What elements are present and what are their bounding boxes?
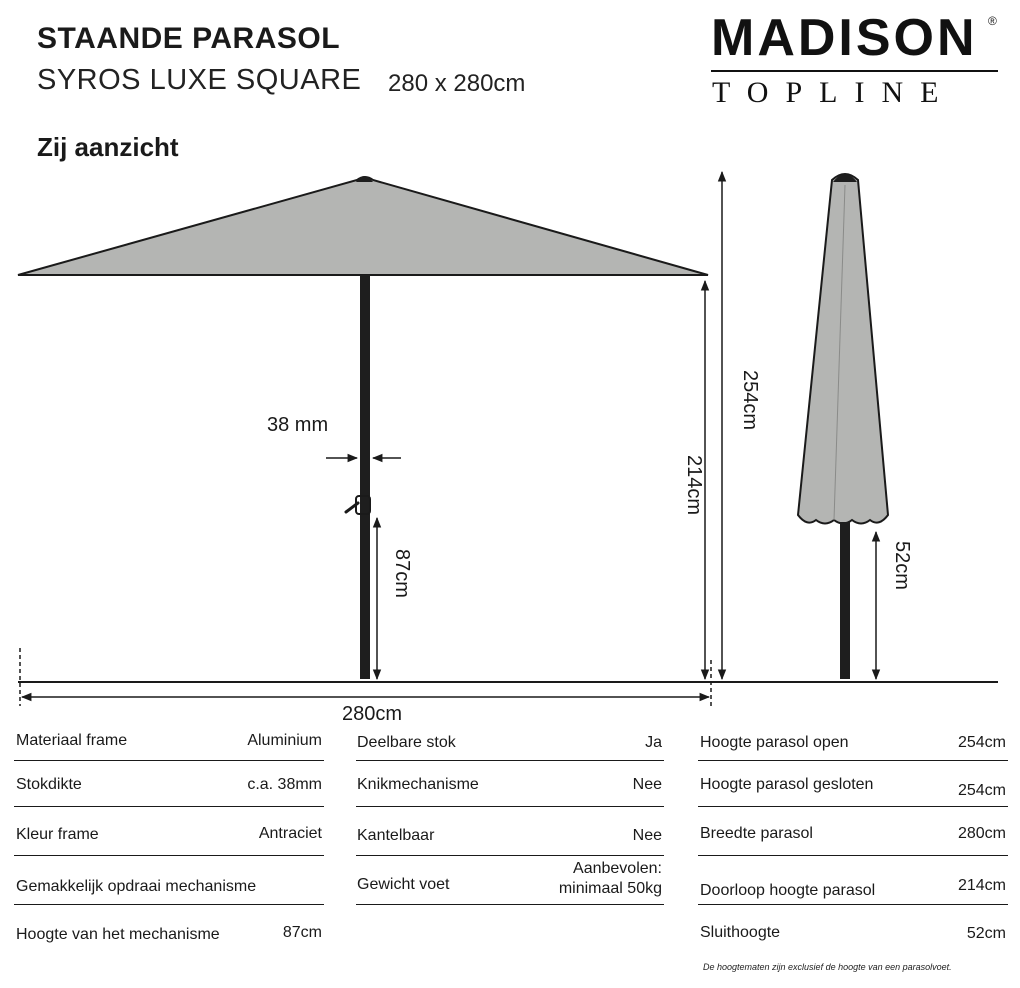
spec-divider bbox=[698, 904, 1008, 905]
spec-table-dimensions bbox=[698, 722, 1008, 952]
spec-label: Hoogte van het mechanisme bbox=[16, 926, 220, 943]
total-height-label: 254cm bbox=[739, 370, 761, 431]
view-label: Zij aanzicht bbox=[37, 132, 179, 162]
spec-label: Knikmechanisme bbox=[357, 776, 479, 793]
product-title: STAANDE PARASOL bbox=[37, 22, 341, 55]
spec-label: Deelbare stok bbox=[357, 734, 456, 751]
closed-canopy bbox=[798, 174, 888, 524]
spec-value: 87cm bbox=[282, 924, 322, 941]
spec-divider bbox=[14, 904, 324, 905]
spec-divider bbox=[356, 806, 664, 807]
spec-value: Aanbevolen: bbox=[573, 860, 662, 877]
product-subtitle: SYROS LUXE SQUARE bbox=[37, 64, 362, 96]
closed-height-label: 52cm bbox=[891, 541, 913, 590]
spec-label: Kantelbaar bbox=[357, 827, 435, 844]
spec-value: 254cm bbox=[957, 782, 1006, 799]
pole-diameter-label: 38 mm bbox=[267, 414, 329, 436]
clearance-height-label: 214cm bbox=[683, 455, 705, 516]
spec-divider bbox=[14, 760, 324, 761]
closed-pole bbox=[840, 522, 850, 679]
spec-label: Kleur frame bbox=[16, 826, 99, 843]
open-canopy bbox=[18, 177, 708, 275]
closed-finial bbox=[833, 174, 857, 182]
spec-value: Ja bbox=[645, 734, 662, 751]
spec-divider bbox=[356, 855, 664, 856]
spec-value: c.a. 38mm bbox=[247, 776, 322, 793]
spec-table-frame bbox=[14, 722, 324, 952]
spec-label: Materiaal frame bbox=[16, 732, 128, 749]
spec-value: 214cm bbox=[957, 877, 1006, 894]
spec-label: Sluithoogte bbox=[700, 924, 781, 941]
spec-divider bbox=[356, 904, 664, 905]
brand-tagline: TOPLINE bbox=[712, 76, 956, 109]
spec-divider bbox=[356, 760, 664, 761]
spec-value: Antraciet bbox=[258, 825, 322, 842]
spec-divider bbox=[698, 760, 1008, 761]
open-pole bbox=[360, 275, 370, 679]
spec-value: minimaal 50kg bbox=[558, 880, 662, 897]
brand-logo: MADISON bbox=[711, 9, 978, 67]
spec-label: Hoogte parasol open bbox=[700, 734, 849, 751]
spec-label: Doorloop hoogte parasol bbox=[700, 882, 876, 899]
spec-divider bbox=[14, 806, 324, 807]
spec-value: 254cm bbox=[957, 734, 1006, 751]
spec-value: Aluminium bbox=[247, 732, 322, 749]
spec-value: Nee bbox=[632, 776, 662, 793]
product-size: 280 x 280cm bbox=[388, 70, 526, 97]
spec-divider bbox=[14, 855, 324, 856]
spec-label: Stokdikte bbox=[16, 776, 82, 793]
spec-value: 280cm bbox=[957, 825, 1006, 842]
spec-label: Hoogte parasol gesloten bbox=[700, 776, 874, 793]
spec-table-weight bbox=[356, 722, 664, 912]
spec-value: 52cm bbox=[966, 925, 1006, 942]
spec-value: Nee bbox=[632, 827, 662, 844]
brand-registered-mark: ® bbox=[988, 14, 997, 28]
spec-label: Gewicht voet bbox=[357, 876, 450, 893]
footnote: De hoogtematen zijn exclusief de hoogte van een parasolvoet. bbox=[703, 962, 952, 972]
mechanism-height-label: 87cm bbox=[391, 549, 413, 598]
spec-divider bbox=[698, 806, 1008, 807]
spec-label: Gemakkelijk opdraai mechanisme bbox=[16, 878, 257, 895]
spec-label: Breedte parasol bbox=[700, 825, 813, 842]
spec-divider bbox=[698, 855, 1008, 856]
width-label: 280cm bbox=[342, 703, 403, 725]
